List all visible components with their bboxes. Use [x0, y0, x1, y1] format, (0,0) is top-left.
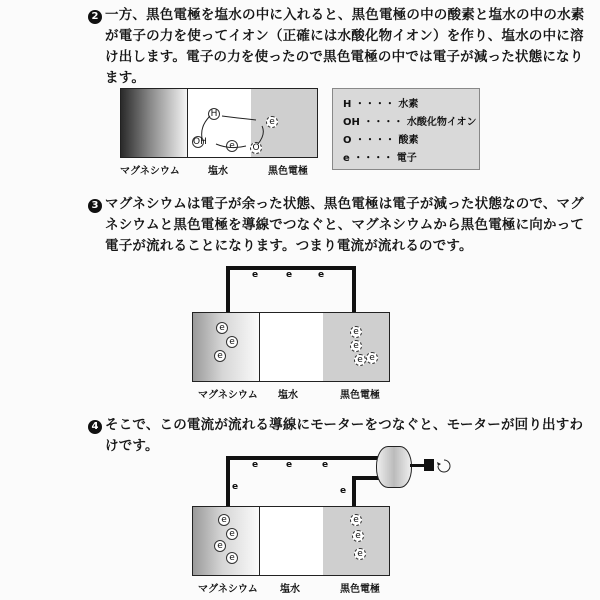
- legend-row: e ・・・・ 電子: [343, 153, 417, 164]
- wire-electron: e: [232, 482, 239, 492]
- conducting-wire-right: [352, 266, 356, 312]
- wire-electron: e: [318, 270, 325, 280]
- electron-ion: e: [226, 140, 238, 152]
- motor-rotor: [424, 459, 434, 471]
- text-line: け出します。電子の力を使ったので黒色電極の中では電子が減った状態になり: [105, 49, 584, 65]
- text-line: が電子の力を使ってイオン（正確には水酸化物イオン）を作り、塩水の中に溶: [105, 28, 584, 44]
- wire-electron: e: [286, 460, 293, 470]
- label-salt-water: 塩水: [208, 166, 228, 177]
- legend-box: [332, 88, 480, 170]
- legend-row: H ・・・・ 水素: [343, 99, 419, 110]
- electron-ion: e: [226, 552, 238, 564]
- carbon-electron: e: [366, 352, 378, 364]
- hydrogen-ion: H: [208, 108, 220, 120]
- section-number-4: 4: [88, 420, 102, 434]
- label-magnesium: マグネシウム: [198, 584, 258, 595]
- motor: [376, 446, 412, 488]
- carbon-electron: e: [354, 354, 366, 366]
- label-magnesium: マグネシウム: [120, 166, 180, 177]
- wire-electron: e: [252, 460, 259, 470]
- section-4-text: [105, 415, 583, 457]
- carbon-electron: e: [350, 514, 362, 526]
- text-line: 一方、黒色電極を塩水の中に入れると、黒色電極の中の酸素と塩水の中の水素: [105, 7, 585, 23]
- electron-ion: e: [214, 350, 226, 362]
- salt-water: [259, 507, 324, 575]
- text-line: 電子が流れることになります。つまり電流が流れるのです。: [105, 238, 473, 254]
- section-3-text: [105, 194, 584, 257]
- section-number-3: 3: [88, 199, 102, 213]
- electron-ion: e: [226, 528, 238, 540]
- rotation-icon: [436, 458, 452, 474]
- hydroxide-ion: OH: [193, 137, 207, 147]
- wire-electron: e: [340, 486, 347, 496]
- electron-ion: e: [218, 514, 230, 526]
- label-magnesium: マグネシウム: [198, 390, 258, 401]
- text-line: そこで、この電流が流れる導線にモーターをつなぐと、モーターが回り出すわ: [105, 417, 584, 433]
- motor-shaft: [410, 464, 424, 467]
- legend-row: O ・・・・ 酸素: [343, 135, 419, 146]
- label-carbon-electrode: 黒色電極: [340, 390, 380, 401]
- legend-row: OH ・・・・ 水酸化物イオン: [343, 117, 477, 128]
- conducting-wire-left: [226, 456, 230, 506]
- text-line: けです。: [105, 438, 159, 454]
- carbon-electron: e: [354, 548, 366, 560]
- wire-electron: e: [286, 270, 293, 280]
- oxygen-ion: O: [250, 142, 262, 154]
- conducting-wire-left: [226, 266, 230, 312]
- electron-ion: e: [214, 540, 226, 552]
- electron-ion: e: [216, 322, 228, 334]
- electron-ion: e: [226, 336, 238, 348]
- section-number-2: 2: [88, 10, 102, 24]
- label-carbon-electrode: 黒色電極: [268, 166, 308, 177]
- text-line: ます。: [105, 70, 146, 86]
- conducting-wire-right: [352, 476, 356, 506]
- label-carbon-electrode: 黒色電極: [340, 584, 380, 595]
- label-salt-water: 塩水: [278, 390, 298, 401]
- text-line: マグネシウムは電子が余った状態、黒色電極は電子が減った状態なので、マグ: [105, 196, 584, 212]
- section-2-text: [105, 5, 585, 89]
- wire-electron: e: [252, 270, 259, 280]
- carbon-electron: e: [352, 530, 364, 542]
- magnesium-plate: [121, 89, 188, 157]
- salt-water: [259, 313, 324, 381]
- wire-electron: e: [322, 460, 329, 470]
- label-salt-water: 塩水: [280, 584, 300, 595]
- conducting-wire-top: [226, 456, 382, 460]
- carbon-electron: e: [350, 340, 362, 352]
- carbon-electron: e: [350, 326, 362, 338]
- text-line: ネシウムと黒色電極を導線でつなぐと、マグネシウムから黒色電極に向かって: [105, 217, 585, 233]
- reaction-arrows: [186, 104, 276, 160]
- electron-ion-carbon: e: [266, 116, 278, 128]
